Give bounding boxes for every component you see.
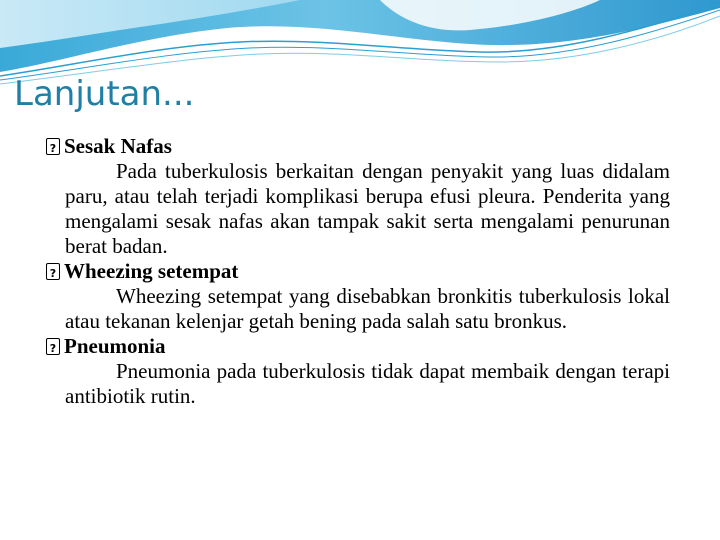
bullet-heading: Pneumonia bbox=[64, 334, 166, 358]
bullet-item-wheezing-setempat bbox=[46, 259, 670, 334]
bullet-heading: Wheezing setempat bbox=[64, 259, 239, 283]
slide-title: Lanjutan... bbox=[14, 74, 195, 114]
bullet-item-pneumonia bbox=[46, 334, 670, 409]
bullet-heading: Sesak Nafas bbox=[64, 134, 172, 158]
bullet-body: Pada tuberkulosis berkaitan dengan penyakit yang luas didalam paru, atau telah terjadi komplikasi berupa efusi pleura. Penderita yang mengalami sesak nafas akan tampak sakit serta mengalami penurunan berat badan. bbox=[65, 159, 670, 258]
bullet-item-sesak-nafas bbox=[46, 134, 670, 259]
bullet-list bbox=[46, 134, 670, 409]
missing-glyph-box-icon bbox=[46, 263, 60, 280]
missing-glyph-box-icon bbox=[46, 138, 60, 155]
missing-glyph-box-icon bbox=[46, 338, 60, 355]
bullet-body: Pneumonia pada tuberkulosis tidak dapat membaik dengan terapi antibiotik rutin. bbox=[65, 359, 670, 408]
bullet-body: Wheezing setempat yang disebabkan bronkitis tuberkulosis lokal atau tekanan kelenjar getah bening pada salah satu bronkus. bbox=[65, 284, 670, 333]
